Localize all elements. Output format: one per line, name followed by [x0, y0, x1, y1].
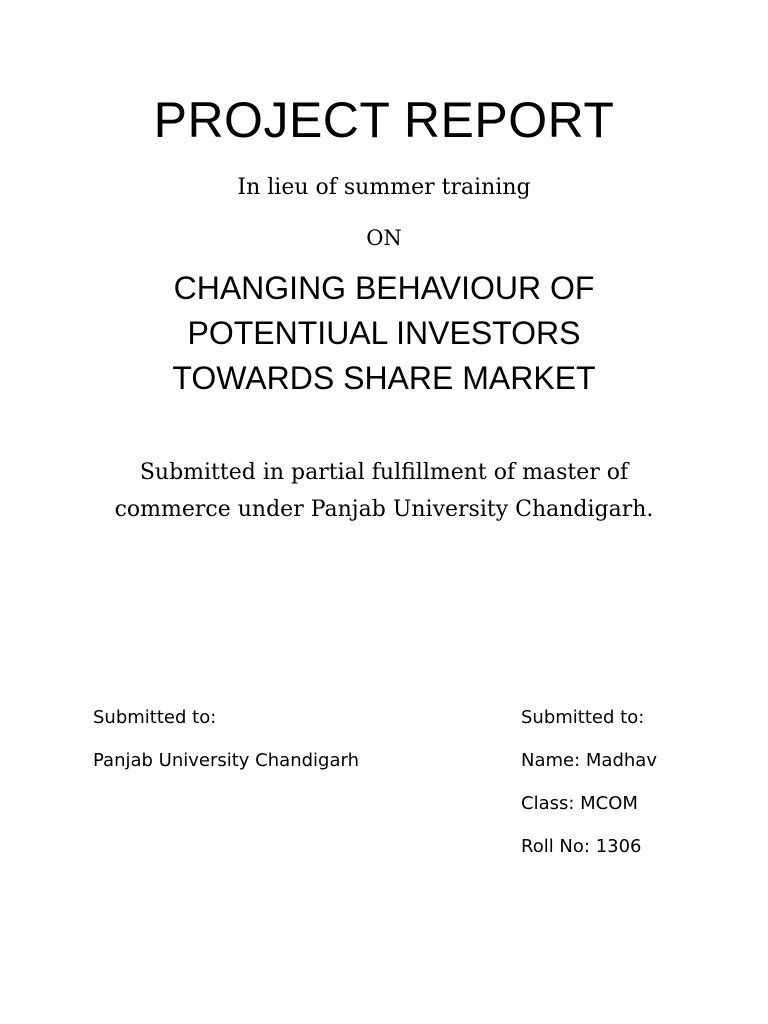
report-connector: ON — [366, 226, 402, 250]
student-name: Name: Madhav — [521, 750, 657, 771]
submission-note-line: commerce under Panjab University Chandigarh. — [114, 497, 654, 522]
report-title: PROJECT REPORT — [153, 92, 615, 148]
report-topic — [0, 266, 768, 401]
submitted-to-right-heading: Submitted to: — [521, 707, 645, 728]
submitted-to-left-block — [93, 696, 359, 782]
student-roll-no: Roll No: 1306 — [521, 836, 642, 857]
submission-note-line: Submitted in partial fulfillment of master of — [139, 460, 629, 485]
topic-line: POTENTIUAL INVESTORS — [187, 315, 581, 351]
submitted-to-left-university: Panjab University Chandigarh — [93, 750, 359, 771]
topic-line: TOWARDS SHARE MARKET — [172, 360, 596, 396]
topic-line: CHANGING BEHAVIOUR OF — [173, 270, 595, 306]
submitted-to-right-block — [521, 696, 657, 868]
submission-note — [0, 454, 768, 528]
report-subtitle: In lieu of summer training — [237, 175, 531, 200]
student-class: Class: MCOM — [521, 793, 638, 814]
submitted-to-left-heading: Submitted to: — [93, 707, 217, 728]
